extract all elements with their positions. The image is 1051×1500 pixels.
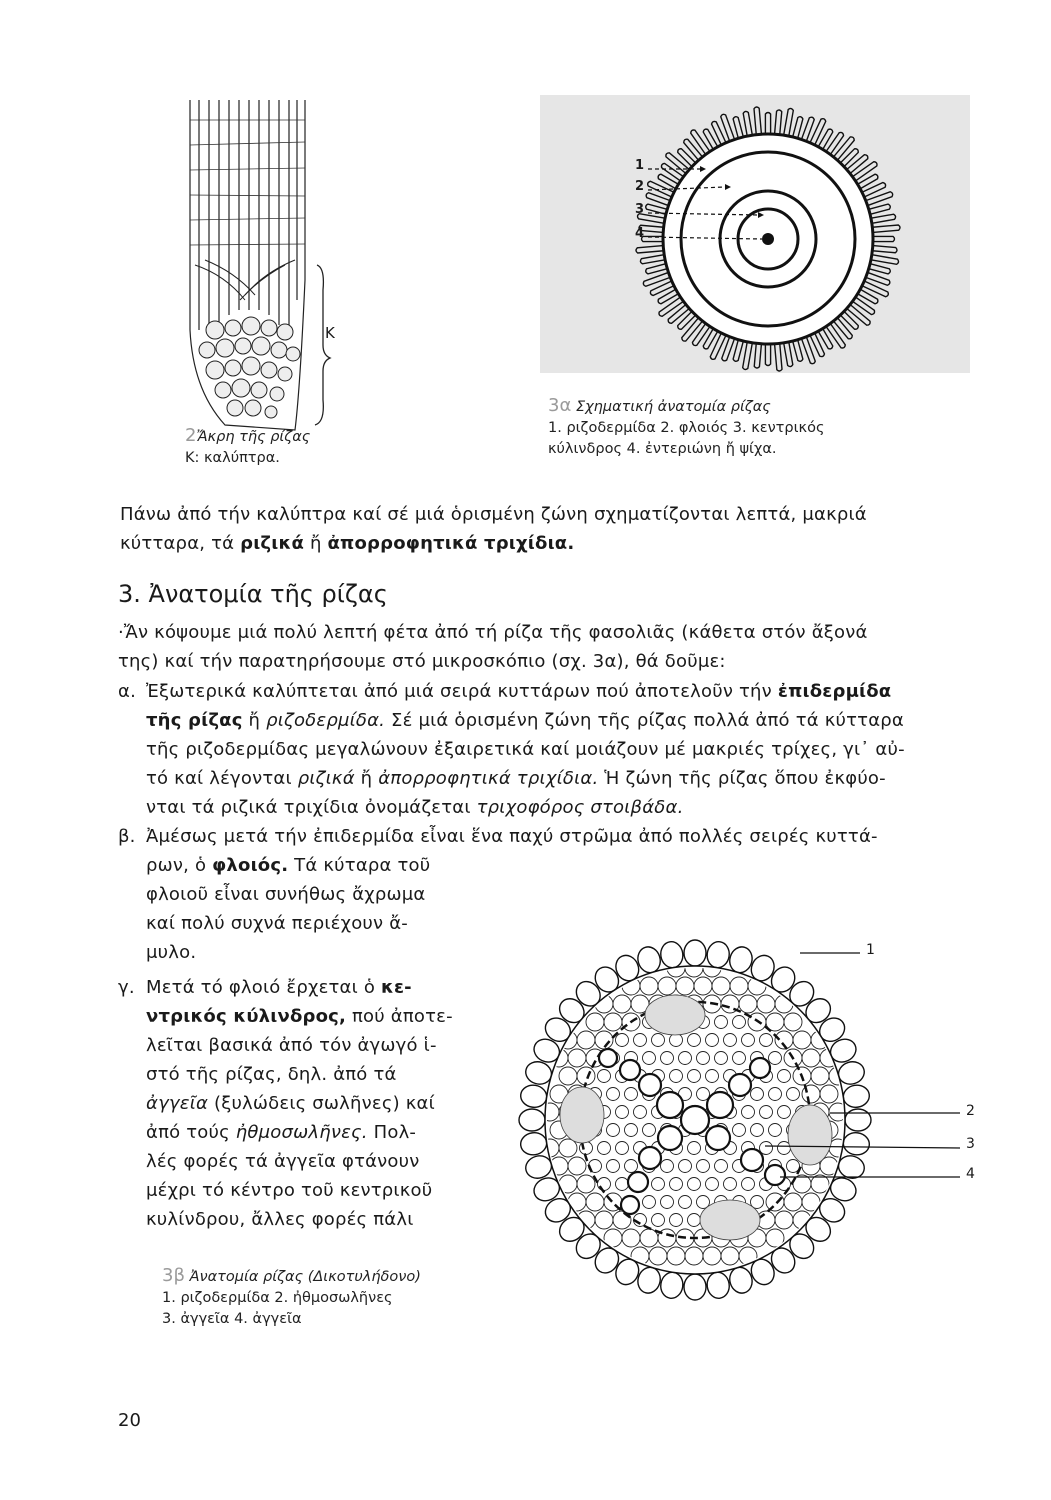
alpha-line2 <box>146 706 988 735</box>
cortex-cell <box>643 1124 656 1137</box>
epidermis-cell <box>842 1131 871 1156</box>
root-hair <box>691 130 710 154</box>
cortex-cell <box>778 1070 791 1083</box>
cortex-cell <box>769 1052 782 1065</box>
root-hair <box>853 162 877 181</box>
alpha-l4-italic1: ριζικά <box>297 768 355 789</box>
cortex-cell <box>688 1214 701 1227</box>
cortex-cell <box>733 1016 746 1029</box>
cortex-cell <box>685 1247 703 1265</box>
root-hair <box>793 340 803 362</box>
cortex-cell <box>640 977 658 995</box>
root-hair <box>853 297 875 314</box>
root-hair <box>810 119 826 145</box>
item-alpha <box>118 677 988 822</box>
cortex-cell <box>625 1160 638 1173</box>
cortex-cell <box>607 1088 620 1101</box>
beta-line5: μυλο. <box>146 942 197 963</box>
cortex-cell <box>775 1211 793 1229</box>
figure3a-caption <box>548 395 968 460</box>
cortex-cell <box>811 1067 829 1085</box>
cortex-cell <box>730 977 748 995</box>
gamma-line5 <box>146 1089 476 1118</box>
cortex-cell <box>613 995 631 1013</box>
root-hair <box>754 107 761 135</box>
cortex-cell <box>733 1052 746 1065</box>
root-hair <box>873 236 895 241</box>
beta-line2 <box>146 851 988 880</box>
gamma-l6-text: ἀπό τούς <box>146 1122 236 1143</box>
root-hair <box>793 117 803 139</box>
root-hair <box>682 318 703 341</box>
gamma-line4: στό τῆς ρίζας, δηλ. ἀπό τά <box>146 1064 397 1085</box>
root-hair <box>784 342 793 367</box>
figure3b-line2: 3. ἀγγεῖα 4. ἀγγεῖα <box>162 1311 302 1327</box>
root-hair <box>871 214 896 223</box>
root-hair <box>733 117 743 139</box>
root-hair <box>765 344 770 366</box>
item-alpha-label: α. <box>118 681 136 702</box>
cortex-cell <box>742 1034 755 1047</box>
figure3a-line1: 1. ριζοδερμίδα 2. φλοιός 3. κεντρικός <box>548 420 825 436</box>
root-hair <box>847 155 868 174</box>
cortex-cell <box>733 1124 746 1137</box>
cortex-cell <box>568 1157 586 1175</box>
alpha-l2-bold: τῆς ρίζας <box>146 710 243 731</box>
section-paragraph-1 <box>118 618 988 676</box>
cortex-cell <box>697 1160 710 1173</box>
root-hair <box>826 324 845 348</box>
cortex-cell <box>760 1034 773 1047</box>
p1-line1: ·Ἄν κόψουμε μιά πολύ λεπτή φέτα ἀπό τή ρίζα τῆς φασολιᾶς (κάθετα στόν ἄξονά <box>118 622 868 643</box>
alpha-l4-rest: Ἡ ζώνη τῆς ρίζας ὅπου ἐκφύο- <box>598 768 886 789</box>
beta-line1: Ἀμέσως μετά τήν ἐπιδερμίδα εἶναι ἕνα παχύ στρῶμα ἀπό πολλές σειρές κυττά- <box>146 826 878 847</box>
root-hair <box>869 264 891 274</box>
cortex-cell <box>715 1052 728 1065</box>
gamma-l1-bold: κε- <box>380 977 412 998</box>
cortex-cell <box>715 1160 728 1173</box>
root-hair <box>668 305 689 324</box>
cortex-cell <box>694 977 712 995</box>
gamma-line2 <box>146 1002 476 1031</box>
root-hair <box>659 297 683 316</box>
cortex-cell <box>598 1178 611 1191</box>
cortex-cell <box>670 1070 683 1083</box>
intro-line2 <box>120 529 980 558</box>
cortex-cell <box>661 1196 674 1209</box>
cortex-cell <box>652 1214 665 1227</box>
cortex-cell <box>703 1247 721 1265</box>
cortex-cell <box>607 1160 620 1173</box>
cortex-cell <box>559 1067 577 1085</box>
cortex-cell <box>751 1088 764 1101</box>
cortex-cell <box>625 1088 638 1101</box>
root-hair <box>666 153 689 174</box>
cortex-cell <box>595 1211 613 1229</box>
cortex-cell <box>661 1052 674 1065</box>
figure2-title: Ἄκρη τῆς ρίζας <box>196 429 311 445</box>
alpha-l2-italic: ριζοδερμίδα. <box>266 710 386 731</box>
alpha-l2-or: ἤ <box>242 710 267 731</box>
alpha-l5-text: νται τά ριζικά τριχίδια ὀνομάζεται <box>146 797 477 818</box>
cortex-cell <box>697 1052 710 1065</box>
figure3a-title: Σχηματική ἀνατομία ρίζας <box>575 399 771 415</box>
beta-line3: φλοιοῦ εἶναι συνήθως ἄχρωμα <box>146 884 426 905</box>
root-hair <box>640 255 665 264</box>
figure-root-tip <box>185 100 345 435</box>
figure3b-line1: 1. ριζοδερμίδα 2. ἠθμοσωλῆνες <box>162 1290 393 1306</box>
beta-line4: καί πολύ συχνά περιέχουν ἄ- <box>146 913 408 934</box>
cortex-cell <box>769 1088 782 1101</box>
root-hair <box>872 246 897 253</box>
cortex-cell <box>688 1142 701 1155</box>
dicot-label-1: 1 <box>866 942 875 958</box>
cortex-cell <box>643 1052 656 1065</box>
gamma-line9: κυλίνδρου, ἄλλες φορές πάλι <box>146 1209 414 1230</box>
cortex-cell <box>634 1034 647 1047</box>
alpha-l5-italic: τριχοφόρος στοιβάδα. <box>476 797 684 818</box>
cortex-cell <box>667 1247 685 1265</box>
alpha-line4 <box>146 764 988 793</box>
cortex-cell <box>766 1193 784 1211</box>
cortex-cell <box>679 1160 692 1173</box>
gamma-line8: μέχρι τό κέντρο τοῦ κεντρικοῦ <box>146 1180 433 1201</box>
cortex-cell <box>742 1178 755 1191</box>
cortex-cell <box>721 1247 739 1265</box>
figure2-caption <box>185 425 385 469</box>
root-hair <box>743 111 752 136</box>
figure3b-caption <box>162 1265 482 1330</box>
epidermis-cell <box>659 940 684 969</box>
figure3b-title: Ἀνατομία ρίζας (Δικοτυλήδονο) <box>189 1269 421 1285</box>
cortex-cell <box>742 1106 755 1119</box>
root-tip-drawing <box>185 100 345 435</box>
dicot-label-2: 2 <box>966 1103 975 1119</box>
intro-or: ἤ <box>304 533 328 554</box>
gamma-l2-rest: πού ἀποτε- <box>346 1006 453 1027</box>
cortex-cell <box>670 1178 683 1191</box>
cortex-cell <box>670 1034 683 1047</box>
cortex-cell <box>688 1070 701 1083</box>
root-hair <box>636 246 664 253</box>
root-hair <box>733 340 743 362</box>
root-hair <box>775 110 782 135</box>
epidermis-cell <box>519 1109 545 1131</box>
cortex-cell <box>787 1088 800 1101</box>
page-number: 20 <box>118 1410 141 1431</box>
cortex-cell <box>625 1124 638 1137</box>
cortex-cell <box>760 1106 773 1119</box>
gamma-l5-rest: (ξυλώδεις σωλῆνες) καί <box>208 1093 435 1114</box>
root-hair <box>871 255 899 265</box>
epidermis-cell <box>659 1271 684 1300</box>
epidermis-cell <box>684 940 706 966</box>
cortex-cell <box>724 1034 737 1047</box>
figure2-number: 2 <box>185 425 197 446</box>
root-hair <box>826 132 843 154</box>
root-hair <box>834 318 853 339</box>
intro-bold-root-hairs: ριζικά <box>240 533 305 554</box>
cortex-cell <box>616 1106 629 1119</box>
schematic-label-1: 1 <box>635 158 645 173</box>
epidermis-cell <box>684 1274 706 1300</box>
cortex-cell <box>598 1070 611 1083</box>
cortex-cell <box>757 995 775 1013</box>
cortex-cell <box>577 1175 595 1193</box>
root-hair <box>692 324 709 346</box>
cortex-cell <box>616 1142 629 1155</box>
item-gamma <box>118 973 488 1234</box>
root-hair <box>847 305 870 326</box>
root-hair <box>646 264 668 274</box>
cortex-cell <box>793 1031 811 1049</box>
cortex-cell <box>577 1031 595 1049</box>
cortex-cell <box>622 1229 640 1247</box>
root-hair <box>765 113 770 135</box>
section-heading: 3. Ἀνατομία τῆς ρίζας <box>118 580 388 608</box>
cortex-cell <box>751 1124 764 1137</box>
cortex-cell <box>634 1106 647 1119</box>
root-hair <box>784 108 794 136</box>
dicot-label-4: 4 <box>966 1166 975 1182</box>
root-hair <box>754 343 761 368</box>
cortex-cell <box>715 1016 728 1029</box>
gamma-l6-italic: ἠθμοσωλῆνες. <box>235 1122 368 1143</box>
gamma-line1 <box>146 973 476 1002</box>
gamma-line7: λές φορές τά ἀγγεῖα φτάνουν <box>146 1151 420 1172</box>
cortex-cell <box>643 1196 656 1209</box>
cortex-cell <box>670 1214 683 1227</box>
alpha-l4-or: ἤ <box>354 768 379 789</box>
cortex-cell <box>706 1070 719 1083</box>
intro-bold-absorbing-hairs: ἀπορροφητικά τριχίδια. <box>327 533 575 554</box>
cortex-cell <box>784 1193 802 1211</box>
alpha-line1 <box>146 677 988 706</box>
figure2-line2: Κ: καλύπτρα. <box>185 450 280 466</box>
beta-l2-rest: Τά κύταρα τοῦ <box>288 855 431 876</box>
epidermis-cell <box>842 1083 871 1108</box>
epidermis-cell <box>845 1109 871 1131</box>
cortex-cell <box>652 1178 665 1191</box>
alpha-l4-text: τό καί λέγονται <box>146 768 298 789</box>
root-hair <box>869 204 891 214</box>
cortex-cell <box>658 977 676 995</box>
beta-l2-bold: φλοιός. <box>212 855 289 876</box>
item-beta-label: β. <box>118 826 136 847</box>
epidermis-cell <box>519 1083 548 1108</box>
epidermis-cell <box>705 940 730 969</box>
beta-l2-text: ρων, ὁ <box>146 855 213 876</box>
root-hair <box>834 137 855 160</box>
cortex-cell <box>598 1142 611 1155</box>
schematic-label-2: 2 <box>635 179 645 194</box>
cortex-cell <box>739 995 757 1013</box>
cortex-cell <box>607 1124 620 1137</box>
root-hair <box>743 342 753 370</box>
cortex-cell <box>706 1034 719 1047</box>
cortex-cell <box>649 1247 667 1265</box>
root-hair <box>642 236 664 241</box>
cortex-cell <box>679 1196 692 1209</box>
cortex-cell <box>568 1049 586 1067</box>
cortex-cell <box>586 1013 604 1031</box>
cortex-cell <box>769 1124 782 1137</box>
intro-line2-text: κύτταρα, τά <box>120 533 241 554</box>
figure3a-line2: κύλινδρος 4. ἐντεριώνη ἤ ψίχα. <box>548 441 777 457</box>
cortex-cell <box>616 1178 629 1191</box>
cortex-cell <box>793 1175 811 1193</box>
cortex-cell <box>688 1178 701 1191</box>
p1-line2: της) καί τήν παρατηρήσουμε στό μικροσκόπιο (σχ. 3α), θά δοῦμε: <box>118 651 726 672</box>
cortex-cell <box>616 1034 629 1047</box>
figure-schematic-panel <box>540 95 970 373</box>
root-hair <box>775 343 782 371</box>
cortex-cell <box>802 1049 820 1067</box>
figure3b-number: 3β <box>162 1265 185 1286</box>
figure-dicot-cross-section <box>490 920 990 1320</box>
intro-paragraph <box>120 500 980 558</box>
schematic-label-3: 3 <box>635 202 645 217</box>
cortex-cell <box>784 1013 802 1031</box>
root-hair <box>872 225 900 232</box>
figure3a-number: 3α <box>548 395 572 416</box>
root-hair <box>710 333 726 359</box>
cortex-cell <box>820 1085 838 1103</box>
alpha-line5 <box>146 793 988 822</box>
epidermis-cell <box>705 1271 730 1300</box>
gamma-line3: λεῖται βασικά ἀπό τόν ἀγωγό ἱ- <box>146 1035 437 1056</box>
alpha-l2-rest: Σέ μιά ὁρισμένη ζώνη τῆς ρίζας πολλά ἀπό τά κύτταρα <box>385 710 904 731</box>
cortex-cell <box>778 1106 791 1119</box>
gamma-l6-rest: Πολ- <box>367 1122 417 1143</box>
root-cap-k-label: K <box>325 324 335 342</box>
schematic-label-4: 4 <box>635 226 645 241</box>
root-hair <box>862 281 888 297</box>
cortex-cell <box>661 1160 674 1173</box>
root-hair <box>684 139 703 160</box>
cortex-cell <box>577 1067 595 1085</box>
dicot-label-3: 3 <box>966 1136 975 1152</box>
gamma-l1-text: Μετά τό φλοιό ἔρχεται ὁ <box>146 977 381 998</box>
cortex-cell <box>652 1034 665 1047</box>
cortex-cell <box>676 977 694 995</box>
cortex-cell <box>604 1013 622 1031</box>
cortex-cell <box>679 1052 692 1065</box>
cortex-cell <box>706 1178 719 1191</box>
gamma-l2-bold: ντρικός κύλινδρος, <box>146 1006 347 1027</box>
root-hair <box>661 163 683 180</box>
dicot-cross-section-drawing <box>490 920 990 1320</box>
cortex-cell <box>586 1193 604 1211</box>
alpha-l1-text: Ἐξωτερικά καλύπτεται ἀπό μιά σειρά κυττάρων πού ἀποτελοῦν τήν <box>146 681 778 702</box>
item-gamma-label: γ. <box>118 977 135 998</box>
gamma-l5-italic: ἀγγεῖα <box>146 1093 209 1114</box>
cortex-cell <box>688 1034 701 1047</box>
intro-line1: Πάνω ἀπό τήν καλύπτρα καί σέ μιά ὁρισμένη ζώνη σχηματίζονται λεπτά, μακριά <box>120 504 867 525</box>
schematic-cross-section <box>540 95 970 373</box>
alpha-line3: τῆς ριζοδερμίδας μεγαλώνουν ἐξαιρετικά καί μοιάζουν μέ μακριές τρίχες, γι᾿ αὐ- <box>146 739 905 760</box>
alpha-l1-bold: ἐπιδερμίδα <box>777 681 892 702</box>
cortex-cell <box>712 977 730 995</box>
epidermis-cell <box>519 1131 548 1156</box>
gamma-line6 <box>146 1118 476 1147</box>
alpha-l4-italic2: ἀπορροφητικά τριχίδια. <box>378 768 599 789</box>
cortex-cell <box>724 1178 737 1191</box>
